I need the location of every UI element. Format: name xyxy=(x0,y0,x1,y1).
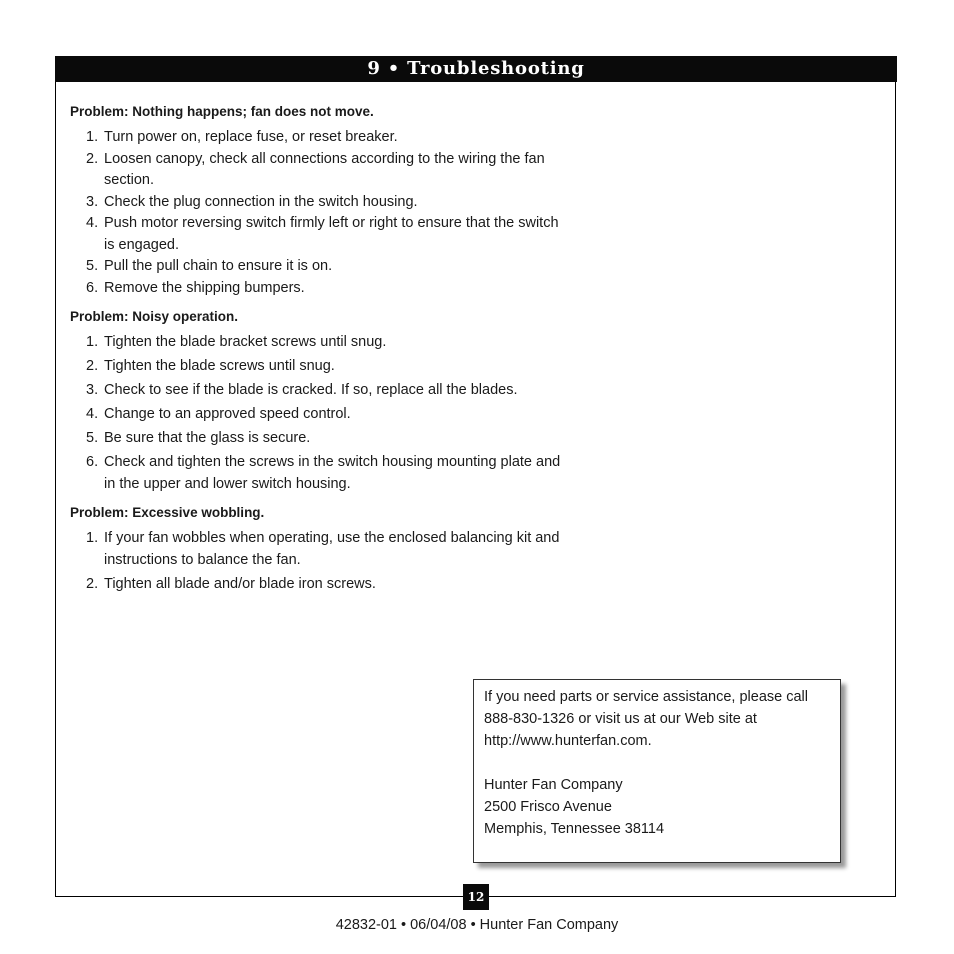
list-item xyxy=(70,404,570,426)
city-state-zip: Memphis, Tennessee 38114 xyxy=(484,821,665,837)
list-item xyxy=(70,356,570,378)
spacer xyxy=(484,752,830,774)
website-link[interactable]: http://www.hunterfan.com. xyxy=(484,733,652,749)
step-text: If your fan wobbles when operating, use the enclosed balancing kit and instructions to balance the fan. xyxy=(104,530,560,568)
street-address: 2500 Frisco Avenue xyxy=(484,799,612,815)
list-item xyxy=(70,278,570,300)
step-number: 1. xyxy=(86,129,99,145)
step-text: Check and tighten the screws in the switch housing mounting plate and in the upper and lower switch housing. xyxy=(104,454,561,492)
step-text: Tighten all blade and/or blade iron screws. xyxy=(104,576,376,592)
list-item xyxy=(70,452,570,495)
step-text: Push motor reversing switch firmly left or right to ensure that the switch is engaged. xyxy=(104,215,559,253)
step-number: 5. xyxy=(86,430,99,446)
list-item xyxy=(70,213,570,256)
step-text: Check the plug connection in the switch housing. xyxy=(104,193,418,210)
step-text: Turn power on, replace fuse, or reset breaker. xyxy=(104,129,398,145)
problem-title: Problem: Nothing happens; fan does not move. xyxy=(70,104,374,119)
step-number: 4. xyxy=(86,406,99,422)
list-item xyxy=(70,127,570,149)
problem-section-noisy xyxy=(70,308,570,495)
list-item xyxy=(70,149,570,192)
step-number: 2. xyxy=(86,150,99,167)
list-item xyxy=(70,528,570,571)
steps-list xyxy=(70,127,570,299)
list-item xyxy=(70,574,570,596)
problem-section-wobbling xyxy=(70,504,570,596)
footer-text: 42832-01 • 06/04/08 • Hunter Fan Company xyxy=(335,917,619,933)
problem-title: Problem: Excessive wobbling. xyxy=(70,505,265,520)
service-text-line: 888-830-1326 or visit us at our Web site at xyxy=(484,711,757,727)
step-text: Tighten the blade bracket screws until snug. xyxy=(104,334,387,350)
step-number: 2. xyxy=(86,358,99,374)
step-text: Tighten the blade screws until snug. xyxy=(104,358,335,374)
steps-list xyxy=(70,332,570,495)
list-item xyxy=(70,428,570,450)
step-number: 6. xyxy=(86,454,99,470)
company-name: Hunter Fan Company xyxy=(484,777,623,793)
step-text: Change to an approved speed control. xyxy=(104,406,351,422)
step-number: 5. xyxy=(86,258,99,274)
step-text: Pull the pull chain to ensure it is on. xyxy=(104,258,333,274)
service-info-box xyxy=(473,679,841,863)
service-text-line: If you need parts or service assistance, please call xyxy=(484,689,808,705)
step-number: 4. xyxy=(86,215,99,231)
step-number: 3. xyxy=(86,193,99,210)
list-item xyxy=(70,380,570,402)
steps-list xyxy=(70,528,570,596)
section-header: 9 • Troubleshooting xyxy=(55,56,897,82)
list-item xyxy=(70,332,570,354)
step-text: Remove the shipping bumpers. xyxy=(104,279,305,296)
problem-title: Problem: Noisy operation. xyxy=(70,309,239,324)
step-number: 3. xyxy=(86,382,99,398)
problem-section-no-movement xyxy=(70,103,570,299)
step-text: Check to see if the blade is cracked. If so, replace all the blades. xyxy=(104,382,518,398)
step-text: Be sure that the glass is secure. xyxy=(104,430,311,446)
step-number: 6. xyxy=(86,279,99,296)
step-text: Loosen canopy, check all connections according to the wiring the fan section. xyxy=(104,150,545,188)
list-item xyxy=(70,192,570,214)
step-number: 2. xyxy=(86,576,99,592)
list-item xyxy=(70,256,570,278)
page-number: 12 xyxy=(463,884,489,910)
step-number: 1. xyxy=(86,530,99,546)
step-number: 1. xyxy=(86,334,99,350)
troubleshooting-content xyxy=(70,103,570,605)
